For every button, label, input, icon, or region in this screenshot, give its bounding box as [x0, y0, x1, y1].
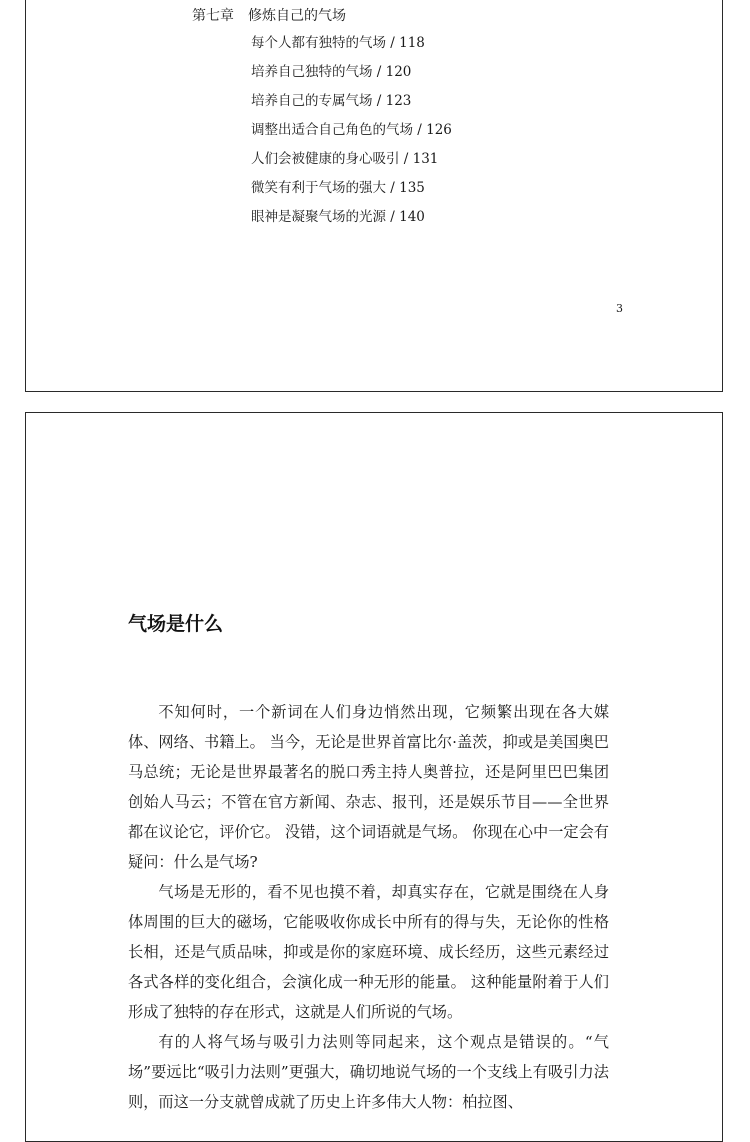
- toc-list: [251, 35, 452, 238]
- toc-entry[interactable]: 微笑有利于气场的强大 / 135: [251, 180, 425, 196]
- chapter-title: 修炼自己的气场: [248, 8, 346, 24]
- chapter-number: 第七章: [192, 8, 234, 24]
- toc-entry[interactable]: 培养自己的专属气场 / 123: [251, 93, 412, 109]
- toc-entry[interactable]: 人们会被健康的身心吸引 / 131: [251, 151, 439, 167]
- page-number: 3: [616, 302, 623, 315]
- toc-entry[interactable]: 眼神是凝聚气场的光源 / 140: [251, 209, 425, 225]
- bottom-page: [25, 412, 723, 1142]
- paragraph: 有的人将气场与吸引力法则等同起来，这个观点是错误的。“气场”要远比“吸引力法则”更强大，确切地说气场的一个支线上有吸引力法则，而这一分支就曾成就了历史上许多伟大人物：柏拉图、: [128, 1033, 609, 1111]
- top-page: [25, 0, 723, 392]
- paragraph: 不知何时，一个新词在人们身边悄然出现，它频繁出现在各大媒体、网络、书籍上。 当今，无论是世界首富比尔·盖茨，抑或是美国奥巴马总统；无论是世界最著名的脱口秀主持人奥普拉，还是阿里巴巴集团创始人马云；不管在官方新闻、杂志、报刊，还是娱乐节目——全世界都在议论它，评价它。 没错，这个词语就是气场。 你现在心中一定会有疑问：什么是气场?: [128, 703, 609, 871]
- section-title: 气场是什么: [128, 613, 224, 635]
- toc-entry[interactable]: 每个人都有独特的气场 / 118: [251, 35, 425, 51]
- body-text: [128, 697, 609, 1117]
- paragraph: 气场是无形的，看不见也摸不着，却真实存在，它就是围绕在人身体周围的巨大的磁场，它能吸收你成长中所有的得与失，无论你的性格长相，还是气质品味，抑或是你的家庭环境、成长经历，这些元素经过各式各样的变化组合，会演化成一种无形的能量。 这种能量附着于人们形成了独特的存在形式，这就是人们所说的气场。: [128, 883, 609, 1021]
- toc-entry[interactable]: 培养自己独特的气场 / 120: [251, 64, 412, 80]
- chapter-heading: [192, 5, 346, 25]
- toc-entry[interactable]: 调整出适合自己角色的气场 / 126: [251, 122, 452, 138]
